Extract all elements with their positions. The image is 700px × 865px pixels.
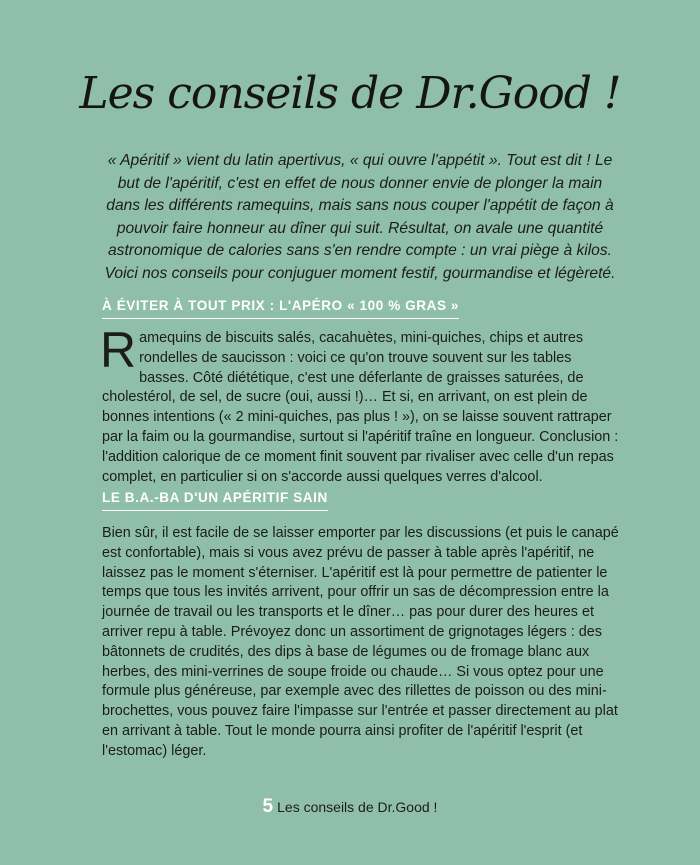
drop-cap: R [100,322,137,378]
section-heading-healthy: LE B.A.-BA D'UN APÉRITIF SAIN [102,490,328,511]
page-footer [0,796,700,818]
section-text-avoid: amequins de biscuits salés, cacahuètes, mini-quiches, chips et autres rondelles de saucisson : voici ce qu'on trouve souvent sur les tables basses. Côté diététique, c'est une déferlante de graisses saturées, de cholestérol, de sel, de sucre (oui, aussi !)… Et si, en arrivant, on est plein de bonnes intentions (« 2 mini-quiches, pas plus ! »), on se laisse souvent rattraper par la faim ou la gourmandise, surtout si l'apéritif traîne en longueur. Conclusion : l'addition calorique de ce moment finit souvent par rivaliser avec celle d'un repas complet, en particulier si on s'accorde aussi quelques verres d'alcool. [102,330,619,485]
intro-paragraph: « Apéritif » vient du latin apertivus, « qui ouvre l'appétit ». Tout est dit ! Le but de l'apéritif, c'est en effet de nous donner envie de plonger la main dans les différents ramequins, mais sans nous couper l'appétit de façon à pouvoir faire honneur au dîner qui suit. Résultat, on avale une quantité astronomique de calories sans s'en rendre compte : un vrai piège à kilos. Voici nos conseils pour conjuguer moment festif, gourmandise et légèreté. [104,152,616,282]
section-body-healthy: Bien sûr, il est facile de se laisser emporter par les discussions (et puis le canapé est confortable), mais si vous avez prévu de passer à table après l'apéritif, ne laissez pas le moment s'éterniser. L'apéritif est là pour permettre de patienter le temps que tous les invités arrivent, pour offrir un sas de décompression entre la journée de travail ou les transports et le dîner… pas pour durer des heures et arriver repu à table. Prévoyez donc un assortiment de grignotages légers : des bâtonnets de crudités, des dips à base de légumes ou de fromage blanc aux herbes, des mini-verrines de soupe froide ou chaude… Si vous optez pour une formule plus généreuse, par exemple avec des rillettes de poisson ou des mini-brochettes, vous pouvez faire l'impasse sur l'entrée et passer directement au plat en arrivant à table. Tout le monde pourra ainsi profiter de l'apéritif l'esprit (et l'estomac) léger. [102,525,619,759]
section-heading-avoid: À ÉVITER À TOUT PRIX : L'APÉRO « 100 % GRAS » [102,298,459,319]
running-title: Les conseils de Dr.Good ! [277,799,438,815]
section-body-avoid [100,322,622,487]
page-title: Les conseils de Dr.Good ! [79,68,621,119]
page-number: 5 [262,796,274,817]
